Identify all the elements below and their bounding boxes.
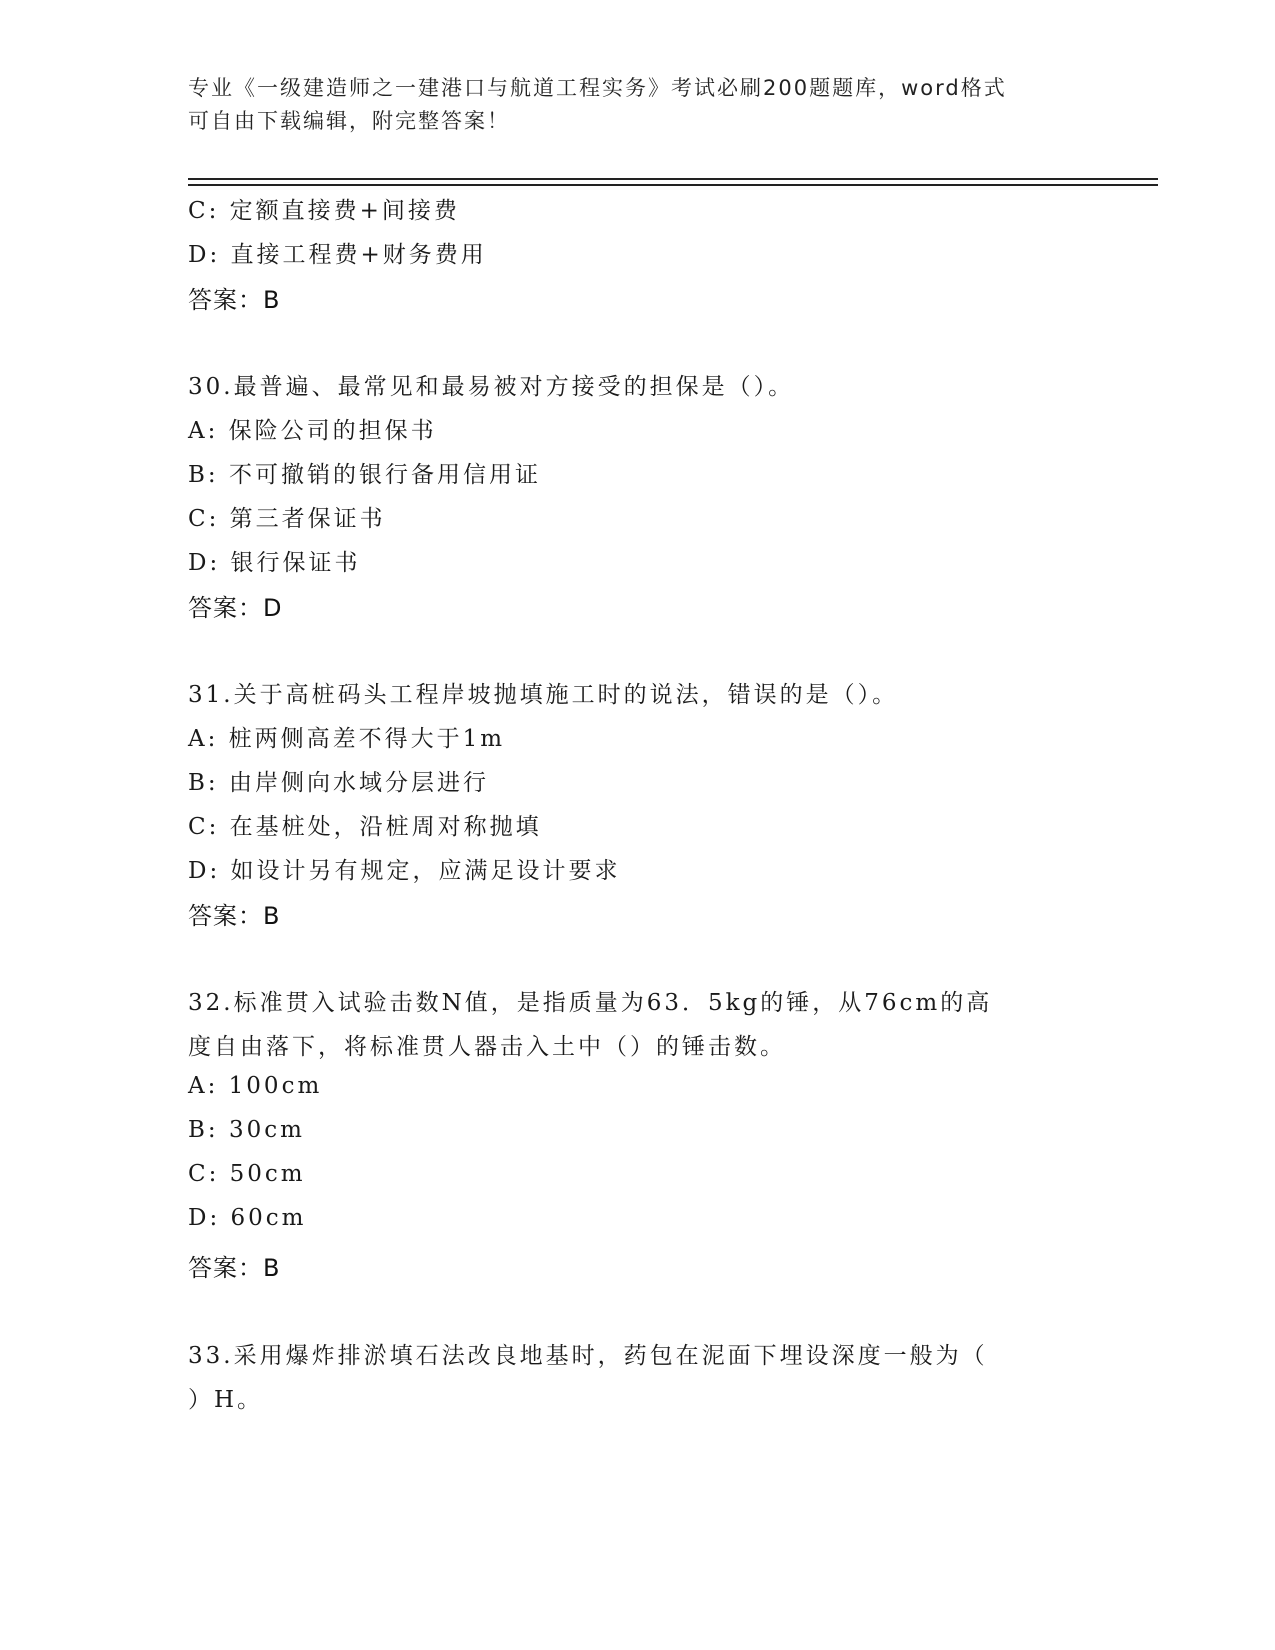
q30-option-b: B: 不可撤销的银行备用信用证 — [188, 462, 541, 488]
q31-option-b: B: 由岸侧向水域分层进行 — [188, 770, 489, 796]
q31-option-c: C: 在基桩处，沿桩周对称抛填 — [188, 814, 542, 840]
q31-stem: 31.关于高桩码头工程岸坡抛填施工时的说法，错误的是（）。 — [188, 682, 899, 708]
q32-stem-line-2: 度自由落下，将标准贯人器击入土中（）的锤击数。 — [188, 1034, 786, 1060]
header-line-2: 可自由下载编辑，附完整答案！ — [188, 109, 510, 133]
q30-option-c: C: 第三者保证书 — [188, 506, 386, 532]
q33-stem-line-1: 33.采用爆炸排淤填石法改良地基时，药包在泥面下埋设深度一般为（ — [188, 1343, 988, 1369]
q32-stem-line-1: 32.标准贯入试验击数N值，是指质量为63．5kg的锤，从76cm的高 — [188, 990, 993, 1016]
q29-option-c: C: 定额直接费+间接费 — [188, 198, 460, 224]
q29-option-d: D: 直接工程费+财务费用 — [188, 242, 487, 268]
q32-option-d: D: 60cm — [188, 1205, 307, 1231]
q31-option-a: A: 桩两侧高差不得大于1m — [188, 726, 506, 752]
q31-option-d: D: 如设计另有规定，应满足设计要求 — [188, 858, 621, 884]
q32-option-a: A: 100cm — [188, 1073, 323, 1099]
q29-answer: 答案：B — [188, 286, 281, 314]
q32-option-b: B: 30cm — [188, 1117, 305, 1143]
header-line-1: 专业《一级建造师之一建港口与航道工程实务》考试必刷200题题库，word格式 — [188, 76, 1007, 100]
q30-option-a: A: 保险公司的担保书 — [188, 418, 437, 444]
q30-answer: 答案：D — [188, 594, 283, 622]
q32-option-c: C: 50cm — [188, 1161, 306, 1187]
q30-option-d: D: 银行保证书 — [188, 550, 361, 576]
q32-answer: 答案：B — [188, 1254, 281, 1282]
header-divider-top — [188, 178, 1158, 180]
q30-stem: 30.最普遍、最常见和最易被对方接受的担保是（）。 — [188, 374, 795, 400]
header-divider-bottom — [188, 184, 1158, 186]
q31-answer: 答案：B — [188, 902, 281, 930]
q33-stem-line-2: ）H。 — [188, 1387, 264, 1413]
document-header — [188, 72, 1088, 138]
